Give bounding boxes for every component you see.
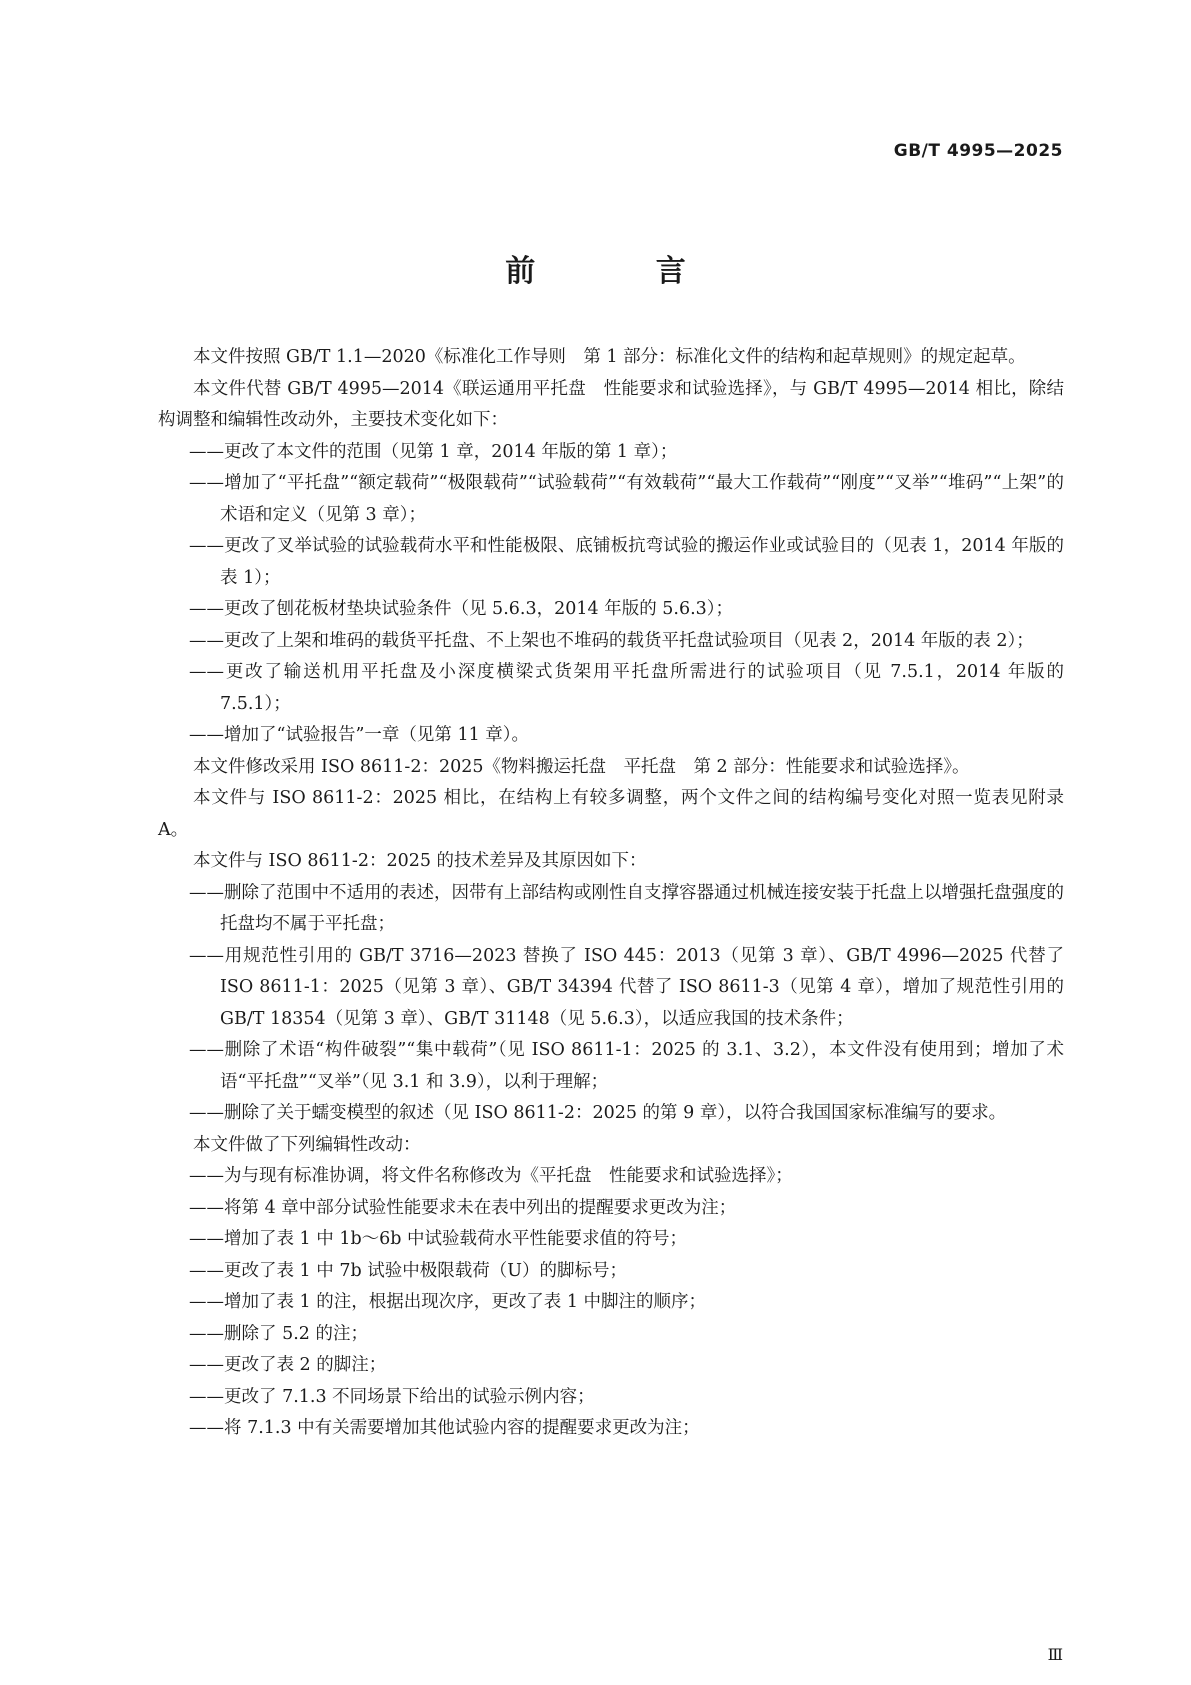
- list-item: ——增加了表 1 的注，根据出现次序，更改了表 1 中脚注的顺序；: [189, 1292, 707, 1312]
- paragraph: 本文件代替 GB/T 4995—2014《联运通用平托盘 性能要求和试验选择》，与 GB/T 4995—2014 相比，除结构调整和编辑性改动外，主要技术变化如下：: [158, 378, 1064, 430]
- list-item: ——更改了刨花板材垫块试验条件（见 5.6.3，2014 年版的 5.6.3）；: [189, 599, 734, 619]
- paragraph: 本文件做了下列编辑性改动：: [193, 1134, 421, 1155]
- page-title: 前 言: [505, 254, 741, 289]
- list-item: ——删除了范围中不适用的表述，因带有上部结构或刚性自支撑容器通过机械连接安装于托盘上以增强托盘强度的托盘均不属于平托盘；: [189, 882, 1064, 934]
- paragraph: 本文件按照 GB/T 1.1—2020《标准化工作导则 第 1 部分：标准化文件的结构和起草规则》的规定起草。: [193, 347, 1026, 367]
- list-item: ——更改了 7.1.3 不同场景下给出的试验示例内容；: [189, 1386, 595, 1407]
- list-item: ——删除了 5.2 的注；: [189, 1323, 368, 1344]
- list-item: ——更改了叉举试验的试验载荷水平和性能极限、底铺板抗弯试验的搬运作业或试验目的（见表 1，2014 年版的表 1）；: [189, 536, 1064, 588]
- page-number: Ⅲ: [1047, 1645, 1063, 1664]
- list-item: ——更改了输送机用平托盘及小深度横梁式货架用平托盘所需进行的试验项目（见 7.5.1，2014 年版的 7.5.1）；: [189, 662, 1064, 714]
- list-item: ——增加了“平托盘”“额定载荷”“极限载荷”“试验载荷”“有效载荷”“最大工作载荷”“刚度”“叉举”“堆码”“上架”的术语和定义（见第 3 章）；: [189, 473, 1064, 525]
- list-item: ——更改了上架和堆码的载货平托盘、不上架也不堆码的载货平托盘试验项目（见表 2，2014 年版的表 2）；: [189, 630, 1034, 651]
- paragraph: 本文件与 ISO 8611-2：2025 的技术差异及其原因如下：: [193, 851, 647, 871]
- list-item: ——更改了表 1 中 7b 试验中极限载荷（U）的脚标号；: [189, 1260, 627, 1281]
- list-item: ——更改了表 2 的脚注；: [189, 1355, 387, 1375]
- foreword-body: [158, 342, 1064, 1445]
- list-item: ——将 7.1.3 中有关需要增加其他试验内容的提醒要求更改为注；: [189, 1418, 700, 1438]
- standard-number: GB/T 4995—2025: [893, 141, 1063, 161]
- list-item: ——删除了关于蠕变模型的叙述（见 ISO 8611-2：2025 的第 9 章），以符合我国国家标准编写的要求。: [189, 1103, 1007, 1123]
- list-item: ——为与现有标准协调，将文件名称修改为《平托盘 性能要求和试验选择》；: [189, 1166, 793, 1186]
- list-item: ——更改了本文件的范围（见第 1 章，2014 年版的第 1 章）；: [189, 441, 678, 462]
- list-item: ——增加了“试验报告”一章（见第 11 章）。: [189, 725, 530, 745]
- paragraph: 本文件与 ISO 8611-2：2025 相比，在结构上有较多调整，两个文件之间的结构编号变化对照一览表见附录 A。: [158, 788, 1064, 840]
- list-item: ——删除了术语“构件破裂”“集中载荷”（见 ISO 8611-1：2025 的 3.1、3.2），本文件没有使用到；增加了术语“平托盘”“叉举”（见 3.1 和 3.9），以利于理解；: [189, 1040, 1064, 1092]
- list-item: ——将第 4 章中部分试验性能要求未在表中列出的提醒要求更改为注；: [189, 1197, 737, 1218]
- list-item: ——用规范性引用的 GB/T 3716—2023 替换了 ISO 445：2013（见第 3 章）、GB/T 4996—2025 代替了 ISO 8611-1：2025（见第 3 章）、GB/T 34394 代替了 ISO 8611-3（见第 4 章），增加了规范性引用的 GB/T 18354（见第 3 章）、GB/T 31148（见 5.6.3），以适应我国的技术条件；: [189, 945, 1064, 1029]
- paragraph: 本文件修改采用 ISO 8611-2：2025《物料搬运托盘 平托盘 第 2 部分：性能要求和试验选择》。: [193, 756, 970, 777]
- list-item: ——增加了表 1 中 1b～6b 中试验载荷水平性能要求值的符号；: [189, 1229, 688, 1249]
